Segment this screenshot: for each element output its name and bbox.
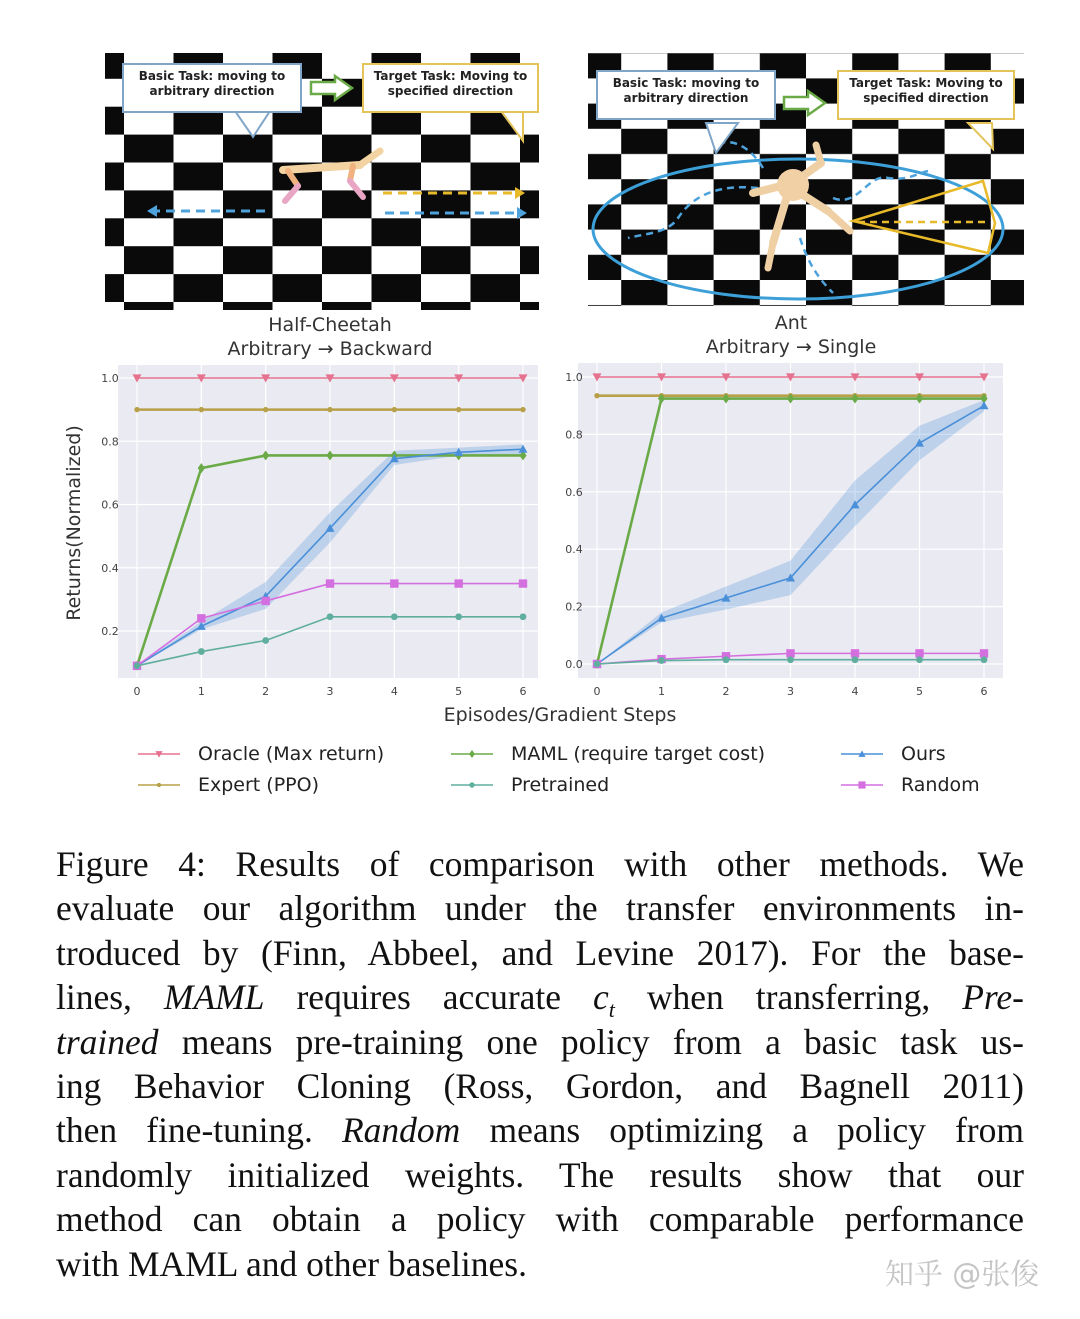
- y-tick-label: 0.8: [565, 428, 583, 442]
- caption-line: evaluate our algorithm under the transfer environments in-: [56, 888, 1024, 929]
- x-tick-label: 0: [593, 685, 601, 698]
- point-marker: [981, 656, 988, 663]
- random-emphasis: Random: [342, 1110, 461, 1151]
- point-marker: [723, 656, 730, 663]
- x-tick-label: 1: [658, 685, 665, 698]
- legend-marker-pretrained-icon: [449, 778, 495, 792]
- point-marker: [469, 782, 474, 787]
- figure-caption: [56, 842, 1024, 1286]
- y-tick-label: 0.2: [101, 625, 119, 638]
- y-tick-label: 0.2: [565, 600, 583, 614]
- y-tick-label: 0.4: [565, 543, 583, 557]
- caption-line: troduced by (Finn, Abbeel, and Levine 2017). For the base-: [56, 932, 1024, 973]
- point-marker: [658, 657, 665, 664]
- y-tick-label: 0.6: [565, 485, 583, 499]
- caption-line: lines, MAML requires accurate $c_t$ when transferring, Pre-: [56, 977, 1024, 1023]
- watermark: 知乎 @张俊: [885, 1257, 1040, 1291]
- y-tick-label: 0.4: [101, 561, 119, 575]
- caption-line: then fine-tuning. Random means optimizing a policy from: [56, 1110, 1024, 1151]
- target-task-bubble: Target Task: Moving to specified direction: [837, 70, 1015, 120]
- point-marker: [594, 393, 599, 398]
- y-tick-label: 0.6: [101, 498, 119, 512]
- caption-line: method can obtain a policy with comparable performance: [56, 1199, 1024, 1240]
- point-marker: [157, 783, 161, 787]
- caption-line: Figure 4: Results of comparison with other methods. We: [56, 844, 1024, 884]
- x-tick-label: 5: [455, 685, 463, 698]
- caption-line: trained means pre-training one policy from a basic task us-: [56, 1021, 1024, 1062]
- legend-label: Expert (PPO): [198, 774, 319, 796]
- x-tick-label: 3: [326, 685, 334, 698]
- legend-label: Random: [901, 774, 980, 796]
- half-cheetah-title-line1: Half-Cheetah: [268, 314, 392, 336]
- basic-task-bubble: Basic Task: moving to arbitrary direction: [122, 63, 302, 113]
- x-tick-label: 4: [851, 685, 859, 698]
- y-tick-label: 1.0: [101, 372, 119, 385]
- caption-line: with MAML and other baselines.: [56, 1243, 527, 1284]
- legend-label: Pretrained: [511, 774, 610, 796]
- x-tick-label: 4: [390, 685, 398, 698]
- x-tick-label: 5: [916, 685, 923, 698]
- cost-symbol: $c_t$: [593, 977, 615, 1023]
- x-tick-label: 2: [722, 685, 730, 698]
- legend-marker-ours-icon: [839, 747, 885, 761]
- x-tick-label: 6: [980, 685, 988, 698]
- ant-title-line2: Arbitrary → Single: [705, 336, 877, 358]
- y-tick-label: 1.0: [565, 371, 583, 384]
- point-marker: [916, 656, 923, 663]
- x-tick-label: 0: [133, 685, 141, 698]
- point-marker: [787, 656, 794, 663]
- y-tick-label: 0.0: [565, 658, 583, 671]
- caption-line: ing Behavior Cloning (Ross, Gordon, and Bagnell 2011): [56, 1065, 1024, 1106]
- x-tick-label: 2: [262, 685, 270, 698]
- basic-task-bubble: Basic Task: moving to arbitrary direction: [596, 70, 776, 120]
- legend-marker-expert-icon: [136, 778, 182, 792]
- point-marker: [858, 781, 865, 788]
- legend-marker-maml-icon: [449, 747, 495, 761]
- point-marker: [594, 661, 601, 668]
- legend-label: Ours: [901, 743, 946, 765]
- y-axis-label: Returns(Normalized): [63, 425, 85, 621]
- x-tick-label: 1: [197, 685, 205, 698]
- half-cheetah-title-line2: Arbitrary → Backward: [227, 338, 433, 360]
- y-tick-label: 0.8: [101, 435, 119, 449]
- maml-emphasis: MAML: [163, 977, 265, 1018]
- x-tick-label: 6: [519, 685, 527, 698]
- pretrained-emphasis: trained: [56, 1021, 159, 1062]
- point-marker: [469, 750, 475, 758]
- legend-label: MAML (require target cost): [511, 743, 766, 765]
- ant-title-line1: Ant: [774, 312, 808, 334]
- x-axis-label: Episodes/Gradient Steps: [443, 704, 677, 726]
- caption-line: randomly initialized weights. The results show that our: [56, 1154, 1024, 1195]
- x-tick-label: 3: [787, 685, 794, 698]
- legend-marker-random-icon: [839, 778, 885, 792]
- target-task-bubble: Target Task: Moving to specified direction: [362, 63, 539, 113]
- legend-label: Oracle (Max return): [198, 743, 385, 765]
- legend-marker-oracle-icon: [136, 747, 182, 761]
- point-marker: [852, 656, 859, 663]
